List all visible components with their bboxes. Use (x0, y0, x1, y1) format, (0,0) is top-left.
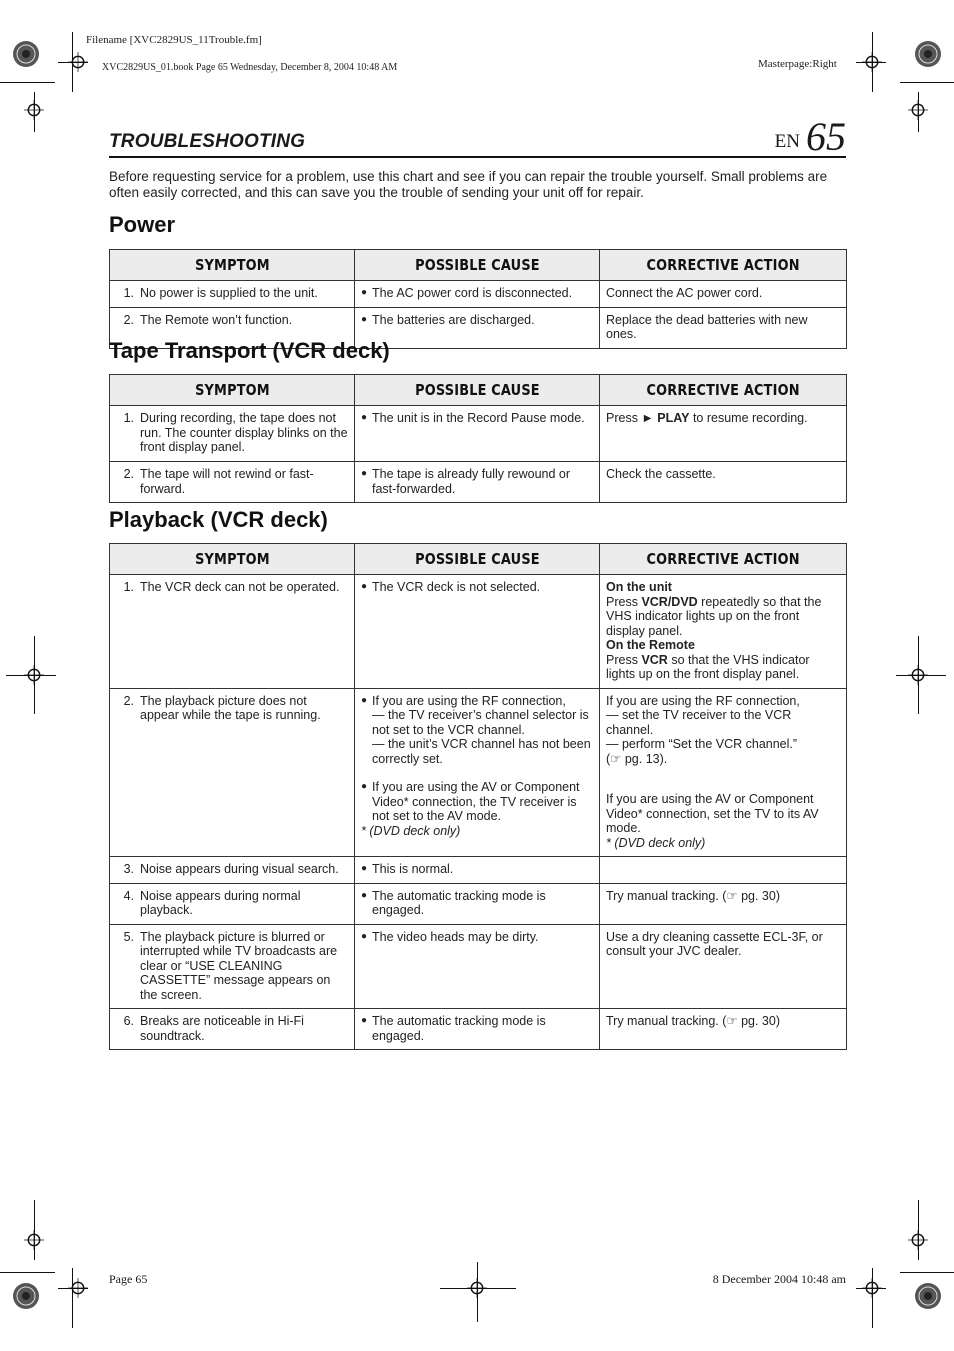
tape-transport-heading: Tape Transport (VCR deck) (109, 338, 390, 363)
playback-table (109, 543, 847, 1050)
bullet-icon: ● (361, 781, 368, 792)
registration-mark-icon (914, 40, 942, 68)
page-section-title: TROUBLESHOOTING (109, 131, 306, 152)
bullet-icon: ● (361, 863, 368, 874)
cause-text: The automatic tracking mode is engaged. (372, 1014, 546, 1043)
on-unit-heading: On the unit (606, 580, 672, 594)
crosshair-icon (862, 1278, 882, 1298)
cause-header: POSSIBLE CAUSE (355, 375, 600, 406)
print-filename: Filename [XVC2829US_11Trouble.fm] (86, 34, 262, 46)
action-text: Use a dry cleaning cassette ECL-3F, or consult your JVC dealer. (600, 924, 847, 1009)
crosshair-icon (908, 1230, 928, 1250)
table-row: 4. Noise appears during normal playback. ● The automatic tracking mode is engaged. Try manual tracking. (☞ pg. 30) (110, 883, 847, 924)
page-header (109, 114, 846, 159)
table-row: 2. The Remote won’t function. ● The batteries are discharged. Replace the dead batteries with new ones. (110, 307, 847, 348)
crosshair-icon (467, 1278, 487, 1298)
action-header: CORRECTIVE ACTION (600, 544, 847, 575)
footer-date: 8 December 2004 10:48 am (712, 1272, 846, 1286)
cause-header: POSSIBLE CAUSE (355, 250, 600, 281)
cause-text: The video heads may be dirty. (372, 929, 539, 944)
action-text: Press ► PLAY to resume recording. (600, 406, 847, 462)
action-text: Try manual tracking. (☞ pg. 30) (600, 1009, 847, 1050)
bullet-icon: ● (361, 694, 368, 706)
table-header-row (110, 544, 847, 575)
page-number: 65 (806, 114, 846, 159)
symptom-text: Noise appears during visual search. (140, 862, 339, 876)
tape-transport-table (109, 374, 847, 503)
symptom-header: SYMPTOM (110, 375, 355, 406)
cause-text: The tape is already fully rewound or fast-forwarded. (372, 467, 571, 496)
bullet-icon: ● (361, 468, 368, 479)
table-row: 1. No power is supplied to the unit. ● The AC power cord is disconnected. Connect the AC power cord. (110, 281, 847, 308)
cause-text: The batteries are discharged. (372, 312, 535, 327)
on-remote-heading: On the Remote (606, 638, 695, 652)
footnote-text: * (DVD deck only) (606, 835, 706, 850)
power-heading: Power (109, 212, 176, 237)
symptom-text: No power is supplied to the unit. (140, 286, 318, 300)
cause-text: The AC power cord is disconnected. (372, 286, 573, 300)
crosshair-icon (24, 1230, 44, 1250)
symptom-header: SYMPTOM (110, 544, 355, 575)
action-text: Replace the dead batteries with new ones. (600, 307, 847, 348)
registration-mark-icon (12, 40, 40, 68)
symptom-text: During recording, the tape does not run. The counter display blinks on the front display panel. (140, 411, 348, 454)
table-header-row (110, 375, 847, 406)
action-text: Connect the AC power cord. (600, 281, 847, 308)
action-header: CORRECTIVE ACTION (600, 250, 847, 281)
page-language: EN (774, 131, 800, 152)
crosshair-icon (68, 1278, 88, 1298)
cause-header: POSSIBLE CAUSE (355, 544, 600, 575)
symptom-text: Noise appears during normal playback. (140, 888, 301, 917)
print-book-info: XVC2829US_01.book Page 65 Wednesday, December 8, 2004 10:48 AM (102, 62, 398, 73)
cause-text: The automatic tracking mode is engaged. (372, 888, 546, 917)
playback-heading: Playback (VCR deck) (109, 507, 328, 532)
symptom-header: SYMPTOM (110, 250, 355, 281)
action-text (600, 857, 847, 884)
symptom-text: The playback picture is blurred or interrupted while TV broadcasts are clear or “USE CLEANING CASSETTE” message appears on the screen. (140, 929, 338, 1002)
bullet-icon: ● (361, 581, 368, 592)
table-row: 1. During recording, the tape does not run. The counter display blinks on the front display panel. ● The unit is in the Record Pause mode. Press ► PLAY to resume recording. (110, 406, 847, 462)
action-text: Try manual tracking. (☞ pg. 30) (600, 883, 847, 924)
cause-text: The VCR deck is not selected. (372, 580, 541, 594)
table-row: 6. Breaks are noticeable in Hi-Fi soundtrack. ● The automatic tracking mode is engaged. Try manual tracking. (☞ pg. 30) (110, 1009, 847, 1050)
action-text: If you are using the RF connection, — set the TV receiver to the VCR channel. — perform “Set the VCR channel.” (☞ pg. 13). If you are using the AV or Component Video* connection, set the TV to its AV mode. * (DVD deck only) (600, 688, 847, 857)
registration-mark-icon (914, 1282, 942, 1310)
table-row: 1. The VCR deck can not be operated. ● The VCR deck is not selected. On the unit Press VCR/DVD repeatedly so that the VHS indicator lights up on the front display panel. On the Remote Press VCR so that the VHS indicator lights up on the front display panel. (110, 575, 847, 689)
bullet-icon: ● (361, 930, 368, 942)
table-row: 2. The tape will not rewind or fast-forward. ● The tape is already fully rewound or fast-forwarded. Check the cassette. (110, 462, 847, 503)
bullet-icon: ● (361, 287, 368, 298)
table-row: 5. The playback picture is blurred or interrupted while TV broadcasts are clear or “USE CLEANING CASSETTE” message appears on the screen. ● The video heads may be dirty. Use a dry cleaning cassette ECL-3F, or consult your JVC dealer. (110, 924, 847, 1009)
crosshair-icon (68, 52, 88, 72)
symptom-text: The Remote won’t function. (140, 312, 293, 327)
crosshair-icon (24, 665, 44, 685)
power-table (109, 249, 847, 349)
table-row: 2. The playback picture does not appear while the tape is running. ● If you are using the RF connection, — the TV receiver’s channel selector is not set to the VCR channel. — the unit’s VCR channel has not been correctly set. ● If you are using the AV or Component Video* connection, the TV receiver is not set to the AV mode. * (DVD deck only) If you are using the RF connection, — set the TV receiver to the VCR channel. — perform “Set the VCR channel.” (☞ pg. 13). If you are using the AV or Component Video* connection, set the TV to its AV mode. * (DVD deck only) (110, 688, 847, 857)
bullet-icon: ● (361, 412, 368, 423)
crosshair-icon (862, 52, 882, 72)
cause-text: ● If you are using the RF connection, — the TV receiver’s channel selector is not set to the VCR channel. — the unit’s VCR channel has not been correctly set. ● If you are using the AV or Component Video* connection, the TV receiver is not set to the AV mode. * (DVD deck only) (355, 688, 600, 857)
table-row: 3. Noise appears during visual search. ● This is normal. (110, 857, 847, 884)
symptom-text: The playback picture does not appear while the tape is running. (140, 693, 321, 722)
action-text: Check the cassette. (600, 462, 847, 503)
crosshair-icon (908, 665, 928, 685)
footer-page: Page 65 (109, 1272, 148, 1286)
action-text: On the unit Press VCR/DVD repeatedly so that the VHS indicator lights up on the front display panel. On the Remote Press VCR so that the VHS indicator lights up on the front display panel. (600, 575, 847, 689)
symptom-text: The tape will not rewind or fast-forward. (140, 467, 314, 496)
registration-mark-icon (12, 1282, 40, 1310)
cause-text: This is normal. (372, 862, 454, 876)
symptom-text: Breaks are noticeable in Hi-Fi soundtrack. (140, 1014, 304, 1043)
bullet-icon: ● (361, 1015, 368, 1026)
intro-paragraph: Before requesting service for a problem, use this chart and see if you can repair the trouble yourself. Small problems are often easily corrected, and this can save you the trouble of sending your unit off for repair. (109, 169, 828, 200)
cause-text: The unit is in the Record Pause mode. (372, 411, 585, 425)
bullet-icon: ● (361, 889, 368, 901)
bullet-icon: ● (361, 313, 368, 325)
table-header-row (110, 250, 847, 281)
print-masterpage: Masterpage:Right (758, 58, 837, 70)
footnote-text: * (DVD deck only) (361, 823, 461, 838)
action-header: CORRECTIVE ACTION (600, 375, 847, 406)
symptom-text: The VCR deck can not be operated. (140, 580, 340, 594)
